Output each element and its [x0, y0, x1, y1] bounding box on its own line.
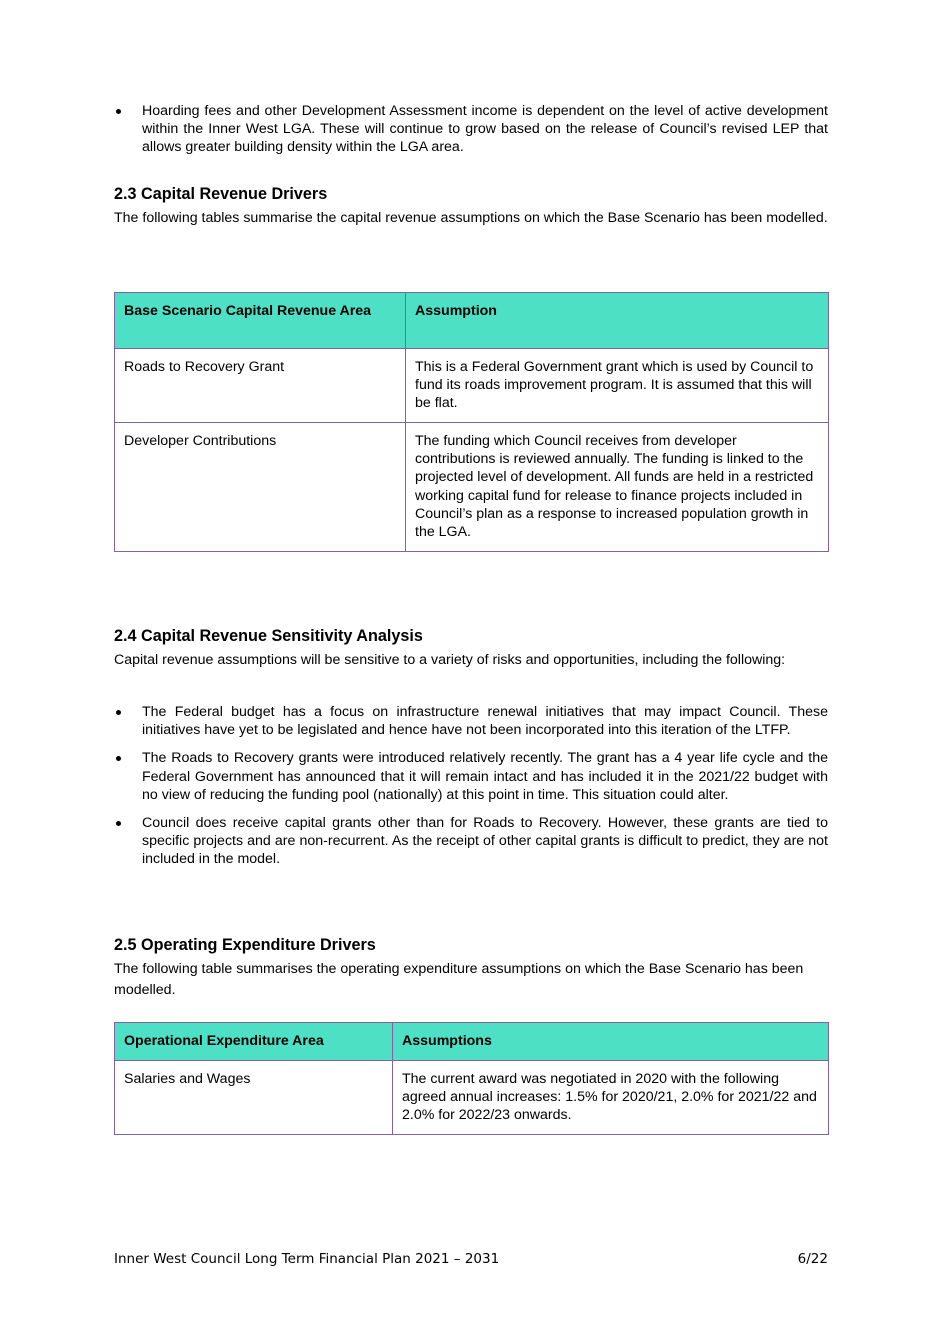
section-intro-2-3: The following tables summarise the capital revenue assumptions on which the Base Scenario has been modelled. — [114, 210, 828, 226]
footer-document-title: Inner West Council Long Term Financial Plan 2021 – 2031 — [114, 1251, 500, 1267]
section-heading-2-4: 2.4 Capital Revenue Sensitivity Analysis — [114, 627, 423, 645]
table-cell: Developer Contributions — [115, 423, 406, 552]
table-row — [115, 1061, 829, 1135]
table-cell: This is a Federal Government grant which is used by Council to fund its roads improvement program. It is assumed that this will be flat. — [406, 349, 829, 423]
top-bullet-list — [114, 102, 828, 157]
table-cell: Salaries and Wages — [115, 1061, 393, 1135]
bullet-text: The Federal budget has a focus on infrastructure renewal initiatives that may impact Council. These initiatives have yet to be legislated and hence have not been incorporated into this iteration of the LTFP. — [142, 704, 828, 739]
list-item — [114, 703, 828, 739]
table-header-cell: Assumptions — [393, 1023, 829, 1061]
bullet-text: Council does receive capital grants other than for Roads to Recovery. However, these grants are tied to specific projects and are non-recurrent. As the receipt of other capital grants is difficult to predict, they are not included in the model. — [142, 815, 828, 868]
section-intro-2-5: The following table summarises the operating expenditure assumptions on which the Base Scenario has been modelled. — [114, 961, 804, 998]
table-header-cell: Assumption — [406, 293, 829, 349]
table-header-cell: Base Scenario Capital Revenue Area — [115, 293, 406, 349]
table-cell: The funding which Council receives from developer contributions is reviewed annually. The funding is linked to the projected level of development. All funds are held in a restricted working capital fund for release to finance projects included in Council’s plan as a response to increased population growth in the LGA. — [406, 423, 829, 552]
table-cell: The current award was negotiated in 2020 with the following agreed annual increases: 1.5% for 2020/21, 2.0% for 2021/22 and 2.0% for 2022/23 onwards. — [393, 1061, 829, 1135]
bullet-icon — [116, 821, 121, 826]
bullet-icon — [116, 756, 121, 761]
table-row — [115, 349, 829, 423]
table-header-row — [115, 293, 829, 349]
section-heading-2-3: 2.3 Capital Revenue Drivers — [114, 185, 328, 203]
table-header-cell: Operational Expenditure Area — [115, 1023, 393, 1061]
footer-page-number: 6/22 — [797, 1251, 828, 1267]
list-item — [114, 749, 828, 804]
bullet-icon — [116, 109, 121, 114]
table-cell: Roads to Recovery Grant — [115, 349, 406, 423]
list-item — [114, 102, 828, 157]
section-intro-2-4: Capital revenue assumptions will be sensitive to a variety of risks and opportunities, including the following: — [114, 652, 786, 668]
table-row — [115, 423, 829, 552]
table-header-row — [115, 1023, 829, 1061]
capital-revenue-table — [114, 292, 829, 552]
list-item — [114, 814, 828, 869]
bullet-icon — [116, 710, 121, 715]
sensitivity-bullet-list — [114, 703, 828, 869]
operating-expenditure-table — [114, 1022, 829, 1135]
bullet-text: Hoarding fees and other Development Assessment income is dependent on the level of active development within the Inner West LGA. These will continue to grow based on the release of Council’s revised LEP that allows greater building density within the LGA area. — [142, 103, 828, 156]
section-heading-2-5: 2.5 Operating Expenditure Drivers — [114, 936, 376, 954]
bullet-text: The Roads to Recovery grants were introduced relatively recently. The grant has a 4 year life cycle and the Federal Government has announced that it will remain intact and has included it in the 2021/22 budget with no view of reducing the funding pool (nationally) at this point in time. This situation could alter. — [142, 750, 828, 803]
